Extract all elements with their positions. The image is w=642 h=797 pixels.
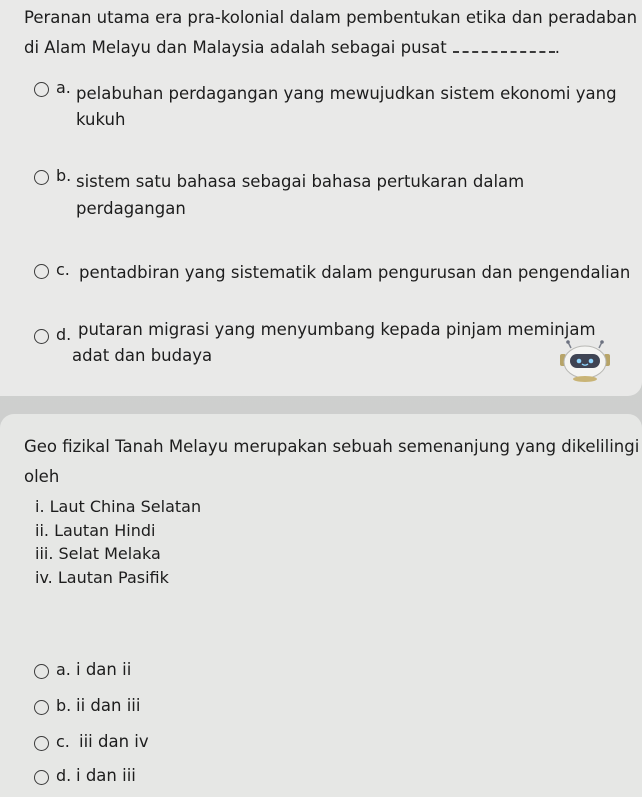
robot-mascot-icon bbox=[558, 340, 612, 382]
q1-option-a-text-2: kukuh bbox=[76, 110, 126, 129]
radio-button[interactable] bbox=[34, 770, 49, 785]
question-1-line-2: di Alam Melayu dan Malaysia adalah sebagai pusat bbox=[24, 38, 447, 57]
radio-button[interactable] bbox=[34, 700, 49, 715]
list-item: iv. Lautan Pasifik bbox=[35, 568, 169, 587]
radio-button[interactable] bbox=[34, 264, 49, 279]
q1-option-d-text: putaran migrasi yang menyumbang kepada pinjam meminjam bbox=[78, 320, 596, 339]
question-card-1: Peranan utama era pra-kolonial dalam pembentukan etika dan peradaban di Alam Melayu dan Malaysia adalah sebagai pusat . a. pelabuhan perdagangan yang mewujudkan sistem ekonomi yang kukuh b. sistem satu bahasa sebagai bahasa pertukaran dalam perdagangan c. pentadbiran yang sistematik dalam pengurusan dan pengendalian d. putaran migrasi yang menyumbang kepada pinjam meminjam adat dan budaya bbox=[0, 0, 642, 396]
radio-button[interactable] bbox=[34, 82, 49, 97]
q1-option-b-text-2: perdagangan bbox=[76, 199, 186, 218]
radio-button[interactable] bbox=[34, 736, 49, 751]
radio-button[interactable] bbox=[34, 329, 49, 344]
radio-button[interactable] bbox=[34, 664, 49, 679]
question-card-2: Geo fizikal Tanah Melayu merupakan sebuah semenanjung yang dikelilingi oleh i. Laut China Selatan ii. Lautan Hindi iii. Selat Melaka iv. Lautan Pasifik a. i dan ii b. ii dan iii c. iii dan iv d. i dan iii bbox=[0, 414, 642, 797]
question-2-text: Geo fizikal Tanah Melayu merupakan sebuah semenanjung yang dikelilingi oleh bbox=[24, 437, 640, 486]
q1-option-c-text: pentadbiran yang sistematik dalam pengurusan dan pengendalian bbox=[79, 263, 631, 282]
q2-option-a-text: i dan ii bbox=[76, 660, 132, 679]
q1-option-d-text-2: adat dan budaya bbox=[72, 346, 213, 365]
q2-option-b-text: ii dan iii bbox=[76, 696, 141, 715]
q1-option-a-text: pelabuhan perdagangan yang mewujudkan sistem ekonomi yang bbox=[76, 84, 617, 103]
answer-blank bbox=[453, 37, 555, 53]
list-item: i. Laut China Selatan bbox=[35, 497, 202, 516]
radio-button[interactable] bbox=[34, 170, 49, 185]
list-item: iii. Selat Melaka bbox=[35, 544, 161, 563]
q1-option-b-text: sistem satu bahasa sebagai bahasa pertukaran dalam bbox=[76, 172, 525, 191]
q2-option-d-text: i dan iii bbox=[76, 766, 136, 785]
question-1-text: Peranan utama era pra-kolonial dalam pembentukan etika dan peradaban di Alam Melayu dan Malaysia adalah sebagai pusat . bbox=[24, 8, 638, 57]
list-item: ii. Lautan Hindi bbox=[35, 521, 156, 540]
q2-option-c-text: iii dan iv bbox=[79, 732, 149, 751]
